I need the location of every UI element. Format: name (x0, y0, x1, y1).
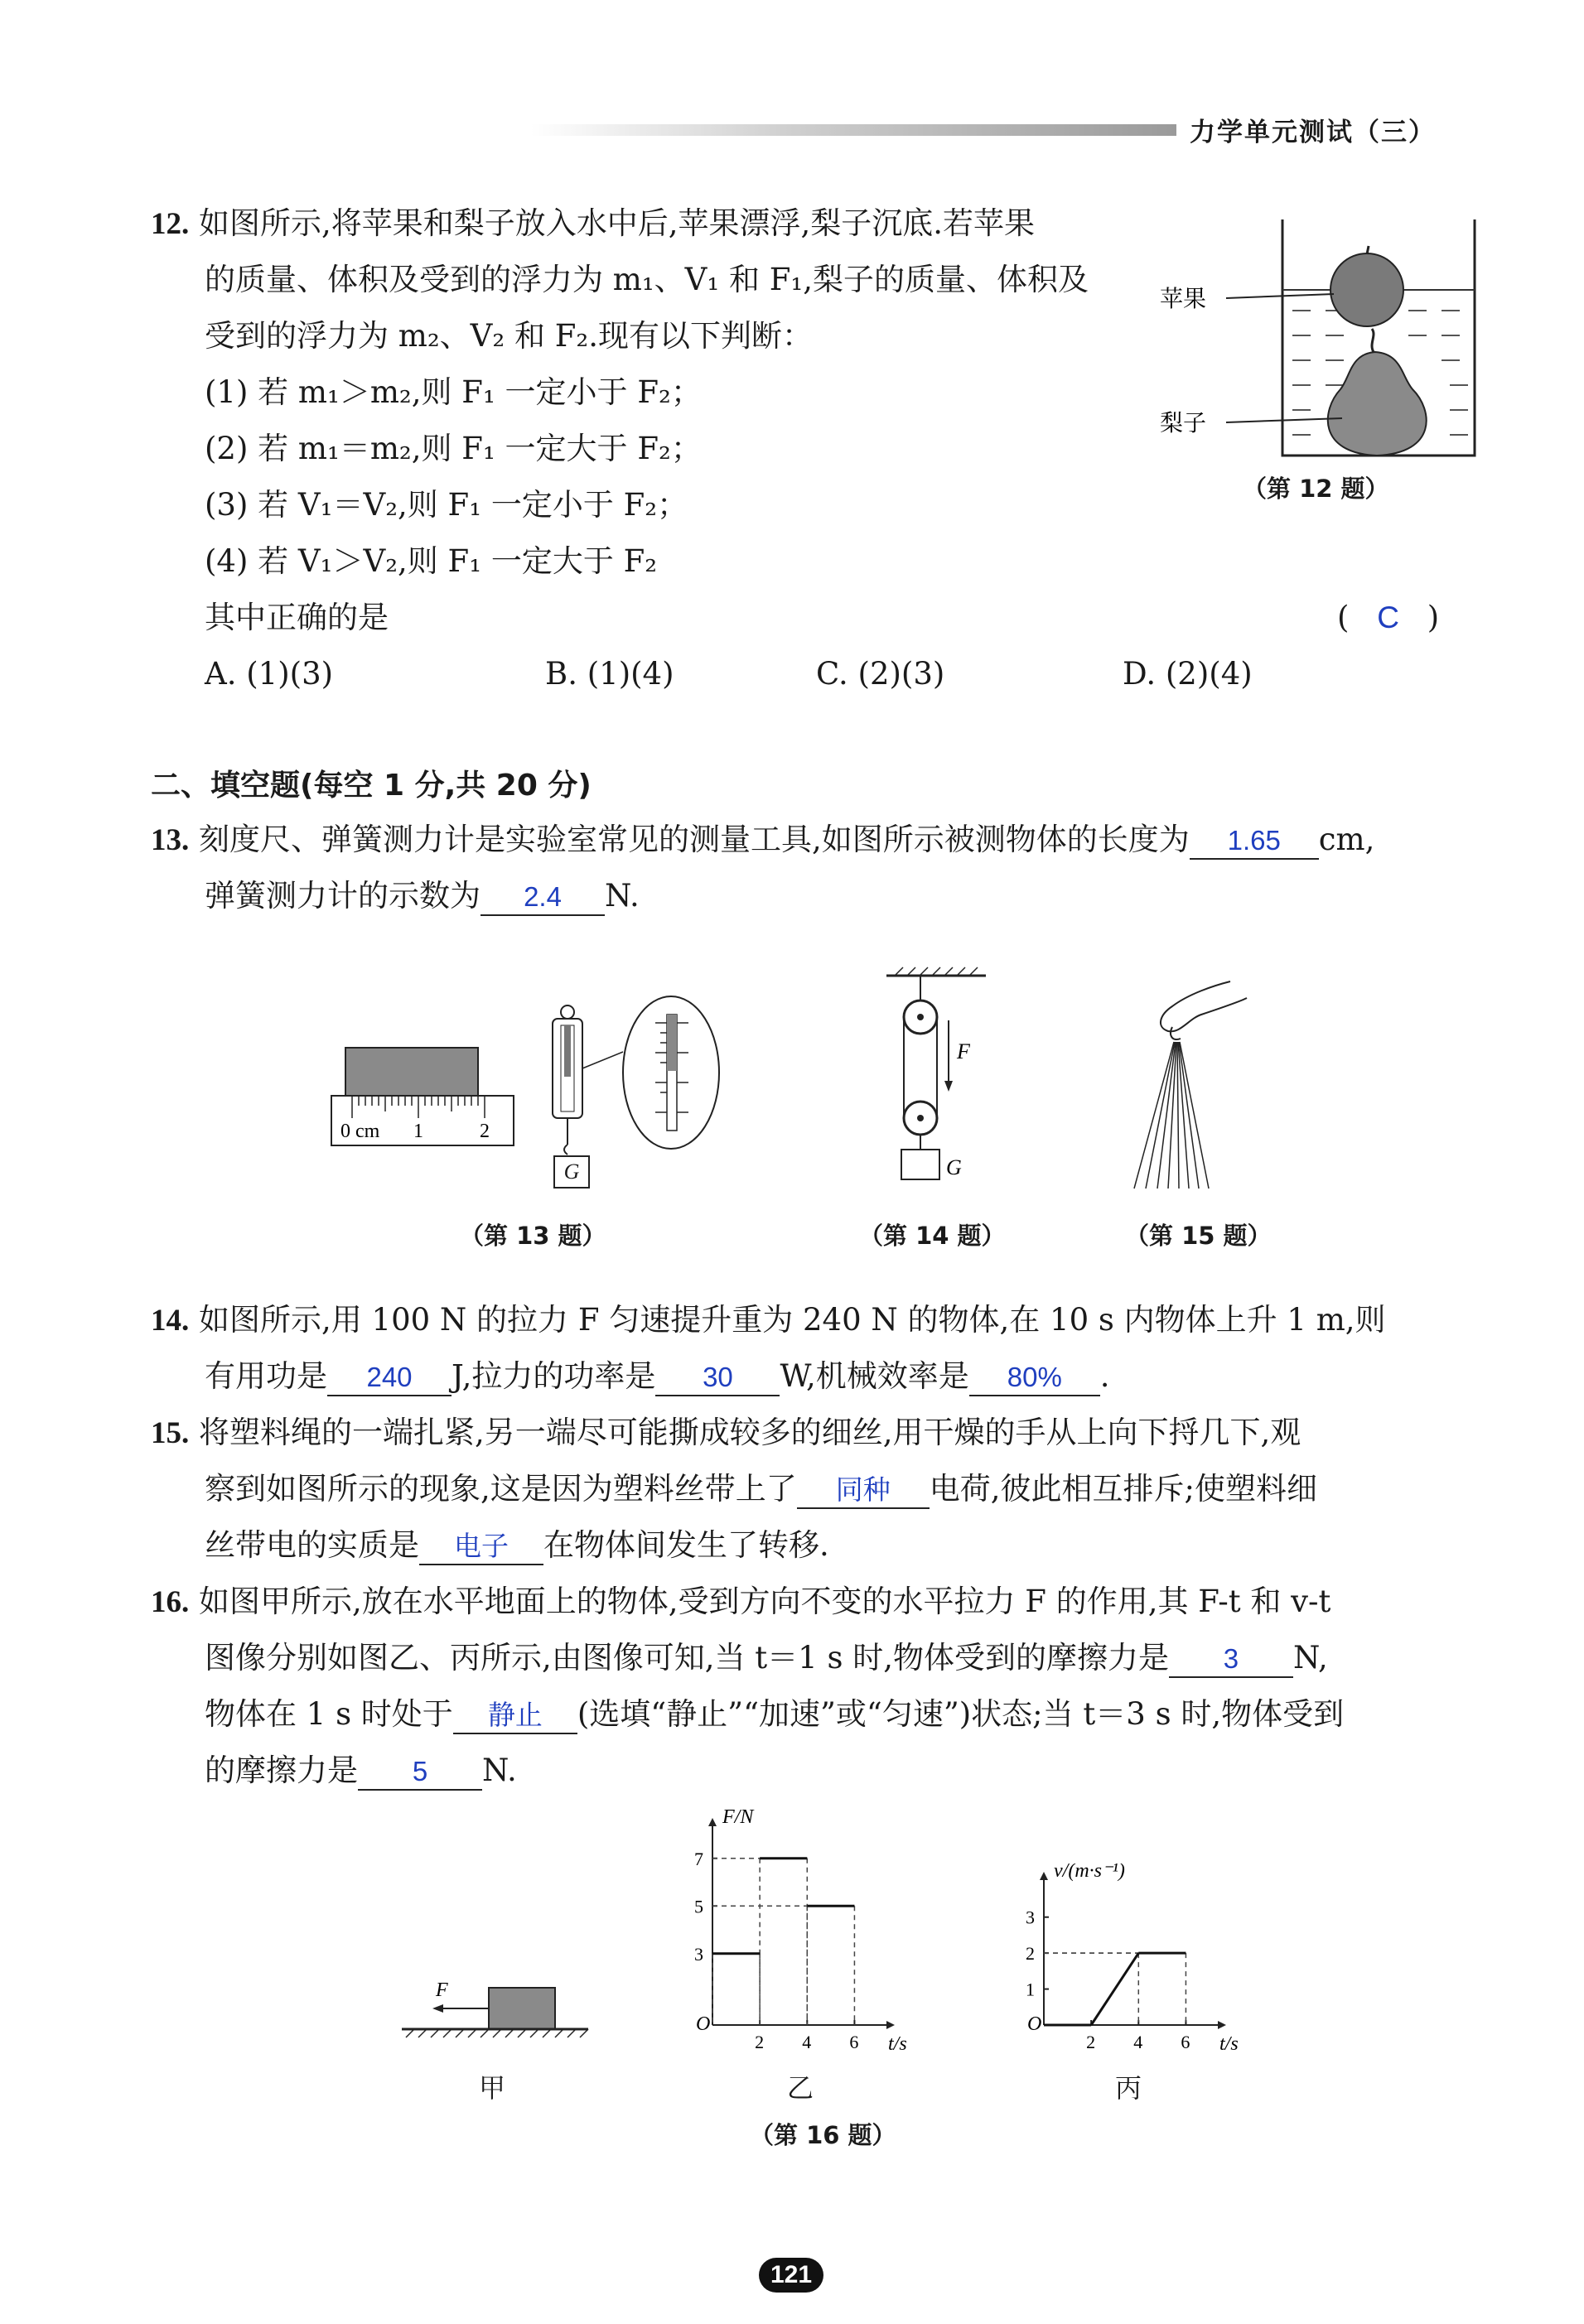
x-tick-label: 4 (802, 2032, 812, 2052)
q16-line2 (205, 1630, 1328, 1686)
paren-open: ( (1337, 600, 1350, 635)
q13-number: 13. (151, 823, 190, 857)
q14-figure (862, 961, 1011, 1193)
ruler-one-label: 1 (413, 1121, 423, 1142)
q16-text-4: 物体在 1 s 时处于 (205, 1696, 453, 1732)
q14-text-4: W,机械效率是 (780, 1358, 969, 1394)
pear-shape (1328, 352, 1427, 456)
q13-unit-n: N. (605, 878, 640, 914)
q13-line2 (205, 868, 640, 924)
q15-text-2: 察到如图所示的现象,这是因为塑料丝带上了 (205, 1471, 797, 1507)
y-axis-arrow (1040, 1872, 1048, 1880)
x-axis-label: t/s (888, 2033, 907, 2054)
q16-line4 (205, 1743, 517, 1799)
q13-line1 (151, 812, 1374, 869)
q15-line3 (205, 1517, 829, 1574)
q16-caption: （第 16 题） (750, 2121, 896, 2149)
y-tick-label: 1 (1026, 1979, 1035, 2000)
q12-option-2: (2) 若 m₁＝m₂,则 F₁ 一定大于 F₂； (205, 431, 702, 466)
y-axis-label: F/N (722, 1806, 754, 1828)
q13-answer-force[interactable]: 2.4 (481, 880, 605, 916)
ruler-two-label: 2 (480, 1121, 490, 1142)
q14-label-f: F (957, 1039, 970, 1063)
q16-number: 16. (151, 1585, 190, 1619)
hand-outline (1161, 981, 1247, 1031)
q14-text-3: J,拉力的功率是 (452, 1358, 656, 1394)
q12-choice-a: A. (1)(3) (205, 656, 334, 692)
q15-figure (1123, 969, 1288, 1193)
strands (1134, 1042, 1209, 1189)
q12-answer-paren (1337, 590, 1439, 646)
q14-caption: （第 14 题） (859, 1222, 1006, 1250)
q14-text-2: 有用功是 (205, 1358, 327, 1394)
q14-answer-power[interactable]: 30 (655, 1360, 780, 1396)
x-tick-label: 2 (755, 2032, 765, 2052)
q13-figure (327, 961, 741, 1160)
q12-line3: 受到的浮力为 m₂、V₂ 和 F₂.现有以下判断： (205, 318, 814, 354)
q16-chart-bing (1011, 1864, 1259, 2054)
q13-caption: （第 13 题） (460, 1222, 606, 1250)
q16-line1 (151, 1574, 1330, 1631)
q16-text-7: N. (482, 1753, 517, 1788)
q16-line3 (205, 1686, 1344, 1743)
q15-text-4: 丝带电的实质是 (205, 1527, 419, 1563)
q13-unit-cm: cm, (1318, 822, 1375, 857)
q15-line2 (205, 1461, 1317, 1517)
y-tick-label: 3 (1026, 1907, 1035, 1928)
series-segment (1091, 1953, 1138, 2025)
q12-caption: （第 12 题） (1243, 475, 1389, 503)
page-number: 121 (759, 2258, 823, 2293)
y-tick-label: 2 (1026, 1943, 1035, 1965)
q16-label-yi: 乙 (787, 2072, 814, 2104)
q12-number: 12. (151, 207, 190, 241)
q12-choice-c: C. (2)(3) (816, 656, 945, 692)
q16-chart-yi (679, 1806, 928, 2054)
q16-text-3: N, (1292, 1640, 1328, 1675)
q16-label-jia: 甲 (479, 2072, 506, 2104)
block (489, 1988, 555, 2029)
q14-label-g: G (946, 1155, 962, 1179)
q15-text-1: 将塑料绳的一端扎紧,另一端尽可能撕成较多的细丝,用干燥的手从上向下捋几下,观 (199, 1415, 1301, 1450)
q12-choice-d: D. (2)(4) (1123, 656, 1253, 692)
q15-text-5: 在物体间发生了转移. (543, 1527, 829, 1563)
section-2-title: 二、填空题(每空 1 分,共 20 分) (151, 769, 592, 803)
q12-answer: C (1377, 600, 1399, 634)
q12-option-4: (4) 若 V₁＞V₂,则 F₁ 一定大于 F₂ (205, 543, 658, 579)
x-tick-label: 6 (849, 2032, 859, 2052)
x-tick-label: 4 (1133, 2032, 1143, 2052)
measured-block (345, 1048, 478, 1096)
q14-text-1: 如图所示,用 100 N 的拉力 F 匀速提升重为 240 N 的物体,在 10 s 内物体上升 1 m,则 (199, 1302, 1386, 1338)
q16-text-1: 如图甲所示,放在水平地面上的物体,受到方向不变的水平拉力 F 的作用,其 F-t 和 v-t (199, 1584, 1331, 1619)
q16-force-label: F (436, 1979, 448, 2001)
q16-figure-jia (398, 1971, 596, 2046)
x-tick-label: 2 (1086, 2032, 1096, 2052)
q13-text-2: 弹簧测力计的示数为 (205, 878, 481, 914)
q15-answer-particle[interactable]: 电子 (419, 1529, 543, 1565)
apple-shape (1330, 253, 1403, 326)
x-tick-label: 6 (1181, 2032, 1190, 2052)
origin-label: O (696, 2013, 711, 2035)
q14-text-5: . (1099, 1358, 1110, 1394)
q12-text-1: 如图所示,将苹果和梨子放入水中后,苹果漂浮,梨子沉底.若苹果 (199, 205, 1036, 241)
q12-option-1: (1) 若 m₁＞m₂,则 F₁ 一定小于 F₂； (205, 374, 702, 410)
q16-answer-friction-1s[interactable]: 3 (1169, 1642, 1293, 1678)
q16-answer-state[interactable]: 静止 (453, 1698, 577, 1734)
q14-number: 14. (151, 1304, 190, 1338)
y-tick-label: 3 (694, 1943, 703, 1965)
header-bar (530, 124, 1176, 136)
q16-answer-friction-3s[interactable]: 5 (358, 1754, 482, 1791)
q13-weight-box: G (553, 1155, 590, 1189)
y-tick-label: 7 (694, 1848, 703, 1869)
load-box (901, 1150, 939, 1179)
q12-choice-b: B. (1)(4) (545, 656, 674, 692)
q14-line1 (151, 1292, 1386, 1349)
q15-caption: （第 15 题） (1125, 1222, 1272, 1250)
x-axis-arrow (1218, 2021, 1226, 2029)
y-tick-label: 5 (694, 1896, 703, 1917)
q15-answer-charge-type[interactable]: 同种 (797, 1473, 930, 1509)
x-axis-label: t/s (1219, 2033, 1239, 2054)
q12-line1 (151, 195, 1035, 253)
q12-stem-end: 其中正确的是 (205, 600, 389, 635)
q15-line1 (151, 1405, 1301, 1462)
q13-answer-length[interactable]: 1.65 (1190, 823, 1319, 860)
y-axis-label: v/(m·s⁻¹) (1054, 1864, 1125, 1882)
q16-text-6: 的摩擦力是 (205, 1753, 358, 1788)
y-axis-arrow (708, 1818, 717, 1826)
apple-label: 苹果 (1160, 287, 1207, 312)
ruler-zero-label: 0 cm (340, 1121, 380, 1142)
q12-line2: 的质量、体积及受到的浮力为 m₁、V₁ 和 F₁,梨子的质量、体积及 (205, 262, 1089, 297)
x-axis-arrow (886, 2021, 895, 2029)
q14-answer-useful-work[interactable]: 240 (327, 1360, 452, 1396)
q16-text-5: (选填“静止”“加速”或“匀速”)状态;当 t＝3 s 时,物体受到 (577, 1696, 1345, 1732)
q15-number: 15. (151, 1416, 190, 1450)
q13-text-1: 刻度尺、弹簧测力计是实验室常见的测量工具,如图所示被测物体的长度为 (199, 822, 1190, 857)
q16-label-bing: 丙 (1115, 2072, 1142, 2104)
q12-option-3: (3) 若 V₁＝V₂,则 F₁ 一定小于 F₂； (205, 487, 688, 523)
paren-close: ) (1427, 600, 1440, 635)
q15-text-3: 电荷,彼此相互排斥;使塑料细 (929, 1471, 1317, 1507)
origin-label: O (1027, 2013, 1042, 2035)
header-title: 力学单元测试（三） (1190, 118, 1436, 147)
pear-label: 梨子 (1160, 411, 1207, 436)
q14-answer-efficiency[interactable]: 80% (969, 1360, 1100, 1396)
q14-line2 (205, 1348, 1110, 1405)
q16-text-2: 图像分别如图乙、丙所示,由图像可知,当 t＝1 s 时,物体受到的摩擦力是 (205, 1640, 1169, 1675)
